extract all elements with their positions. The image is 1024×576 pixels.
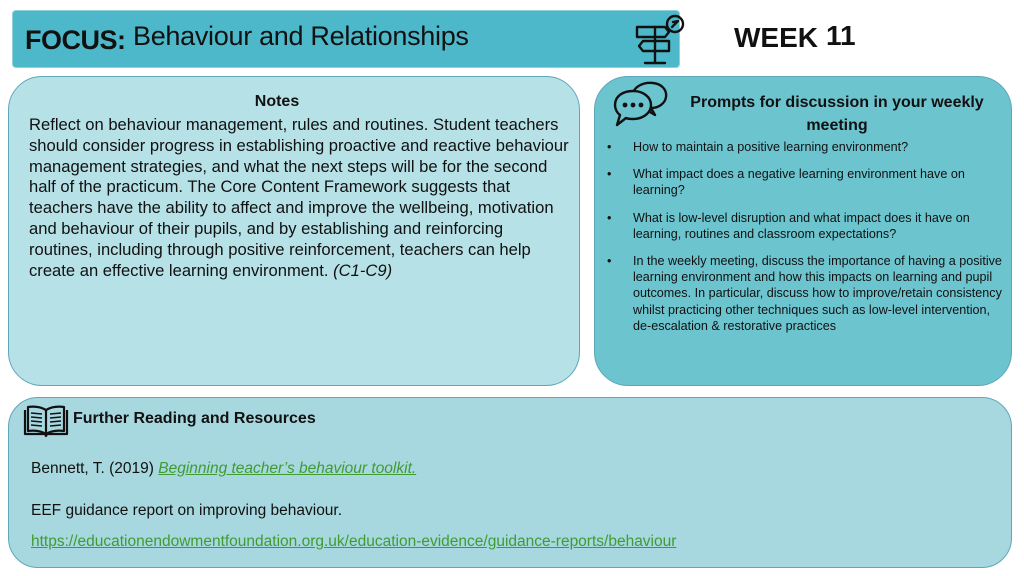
book-icon (23, 404, 69, 438)
prompt-item: • How to maintain a positive learning environment? (607, 139, 1003, 155)
prompt-list (607, 139, 1003, 345)
focus-label: FOCUS: (25, 25, 126, 55)
prompts-panel (594, 76, 1012, 386)
speech-bubble-icon (611, 79, 669, 131)
prompt-item: • In the weekly meeting, discuss the importance of having a positive learning environment and how this impacts on learning and pupil outcomes. In particular, discuss how to improve/retain consistency whilst practicing other techniques such as low-level intervention, de-escalation & restorative practices (607, 253, 1003, 334)
prompt-item: • What impact does a negative learning environment have on learning? (607, 166, 1003, 198)
notes-text: Reflect on behaviour management, rules and routines. Student teachers should consider progress in establishing proactive and reactive behaviour management strategies, and what the next steps will be for the second half of the practicum. The Core Content Framework suggests that teachers have the ability to affect and improve the wellbeing, motivation and behaviour of their pupils, and by establishing and reinforcing routines, including through positive reinforcement, teachers can help create an effective learning environment. (29, 115, 569, 280)
reading-heading: Further Reading and Resources (73, 410, 316, 427)
signpost-icon (629, 13, 685, 67)
focus-title: Behaviour and Relationships (133, 21, 469, 51)
eef-guidance-link[interactable]: https://educationendowmentfoundation.org.uk/education-evidence/guidance-reports/behaviour (31, 533, 677, 550)
notes-reference: (C1-C9) (333, 260, 393, 280)
behaviour-toolkit-link[interactable]: Beginning teacher’s behaviour toolkit. (158, 460, 417, 477)
prompts-heading: Prompts for discussion in your weekly meeting (690, 94, 984, 134)
reference-eef: EEF guidance report on improving behaviour. (31, 502, 343, 519)
notes-heading: Notes (254, 93, 300, 110)
week-label: WEEK (734, 22, 818, 53)
reference-bennett-text: Bennett, T. (2019) (31, 460, 159, 477)
prompt-item: • What is low-level disruption and what impact does it have on learning, routines and classroom expectations? (607, 210, 1003, 242)
reading-panel (8, 397, 1012, 568)
reference-eef-url (31, 533, 676, 551)
reference-bennett (31, 460, 416, 478)
week-number: 11 (826, 20, 856, 51)
focus-header (12, 10, 680, 68)
notes-body (29, 115, 569, 281)
notes-panel (8, 76, 580, 386)
